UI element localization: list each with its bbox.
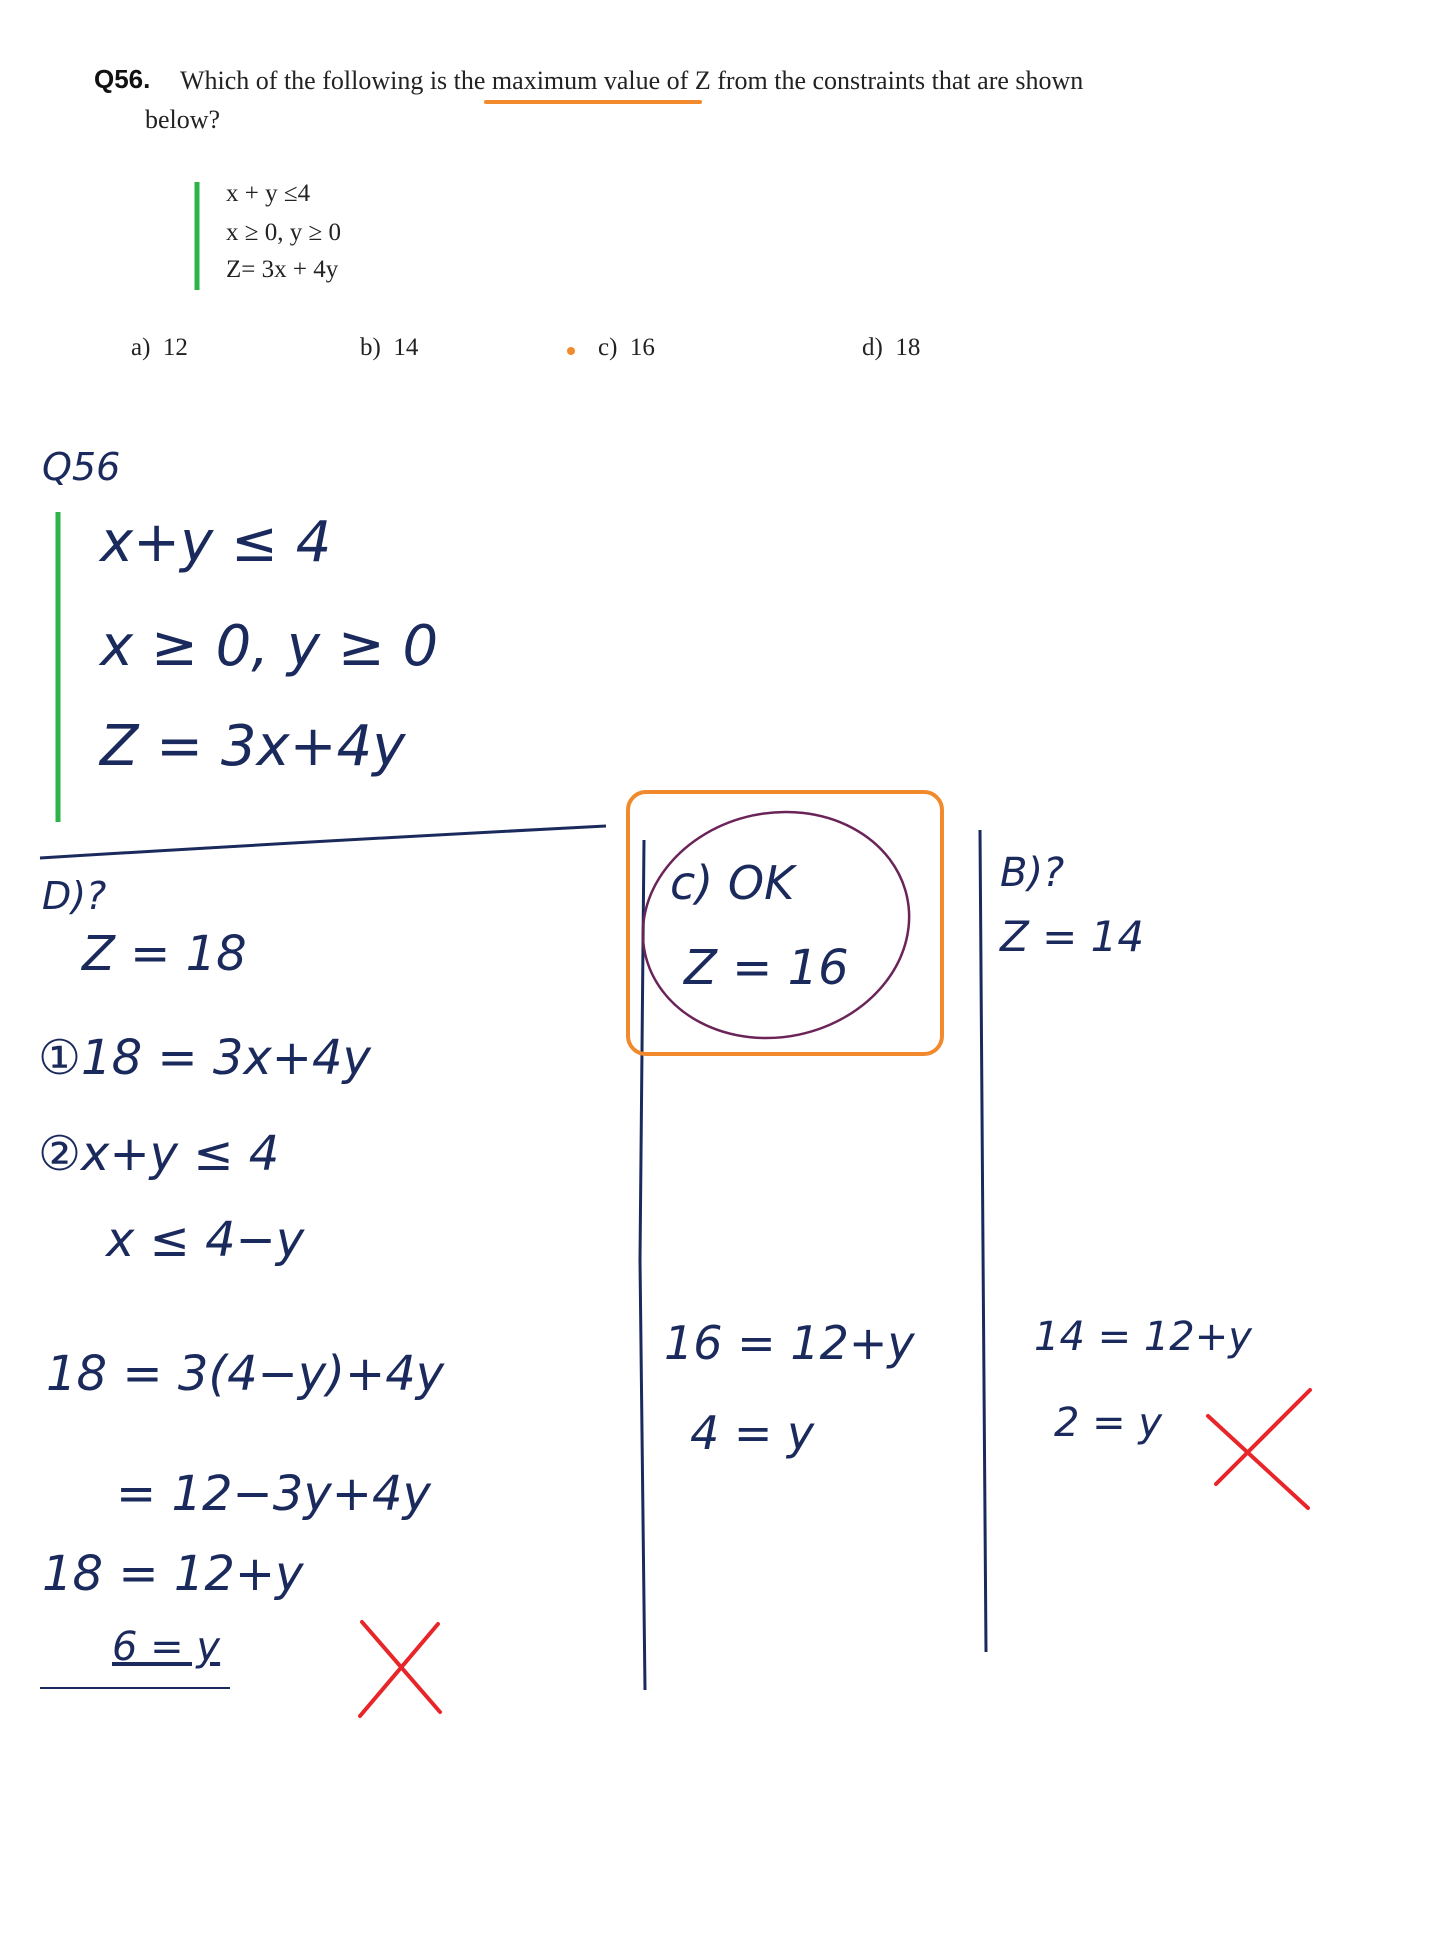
- option-d-line-2: ①18 = 3x+4y: [38, 1030, 371, 1086]
- option-d-line-3: ②x+y ≤ 4: [38, 1126, 280, 1182]
- option-d-line-7: 18 = 12+y: [42, 1546, 304, 1602]
- option-d-line-5: 18 = 3(4−y)+4y: [46, 1346, 445, 1402]
- answer-marker: [567, 347, 575, 355]
- column-separator-right: [980, 830, 986, 1652]
- option-b-heading: B)?: [1000, 850, 1065, 896]
- option-d-line-1: Z = 18: [82, 926, 247, 982]
- constraint-nonnegative: x ≥ 0, y ≥ 0: [226, 219, 341, 246]
- cross-option-d: [360, 1622, 440, 1716]
- handwritten-constraint-nonnegative: x ≥ 0, y ≥ 0: [100, 614, 439, 679]
- option-d-line-8: 6 = y: [112, 1624, 221, 1670]
- handwritten-constraint-sum: x+y ≤ 4: [100, 510, 332, 575]
- constraint-sum: x + y ≤4: [226, 180, 311, 207]
- option-c-heading: c) OK: [670, 856, 795, 910]
- option-d-line-6: = 12−3y+4y: [116, 1466, 431, 1522]
- option-c-line-1: Z = 16: [684, 940, 849, 996]
- option-d-line-4: x ≤ 4−y: [106, 1212, 305, 1268]
- question-text-continued: below?: [145, 105, 221, 134]
- option-a-letter: a): [131, 334, 151, 361]
- question-number: Q56.: [94, 64, 151, 94]
- option-a-value: 12: [162, 334, 188, 361]
- cross-option-b: [1208, 1390, 1310, 1508]
- objective-function: Z= 3x + 4y: [226, 256, 339, 283]
- handwritten-title: Q56: [42, 445, 121, 489]
- answer-circle: [622, 788, 931, 1063]
- option-d-value: 18: [895, 334, 921, 361]
- option-c-line-2: 16 = 12+y: [664, 1316, 915, 1370]
- option-c-line-3: 4 = y: [690, 1406, 815, 1460]
- highlight-box: [628, 792, 942, 1054]
- divider-line: [40, 826, 606, 858]
- question-text: Which of the following is the maximum value of Z from the constraints that are shown: [180, 66, 1084, 95]
- option-b-line-2: 14 = 12+y: [1034, 1314, 1252, 1360]
- option-b-line-3: 2 = y: [1054, 1400, 1163, 1446]
- option-b-letter: b): [360, 334, 381, 361]
- column-separator-left: [640, 840, 645, 1690]
- option-b-line-1: Z = 14: [1000, 912, 1145, 961]
- option-d-heading: D)?: [42, 874, 107, 918]
- option-b-value: 14: [393, 334, 419, 361]
- option-c-letter: c): [598, 334, 618, 361]
- option-c-value: 16: [629, 334, 655, 361]
- option-d-letter: d): [862, 334, 883, 361]
- handwritten-objective: Z = 3x+4y: [100, 714, 406, 779]
